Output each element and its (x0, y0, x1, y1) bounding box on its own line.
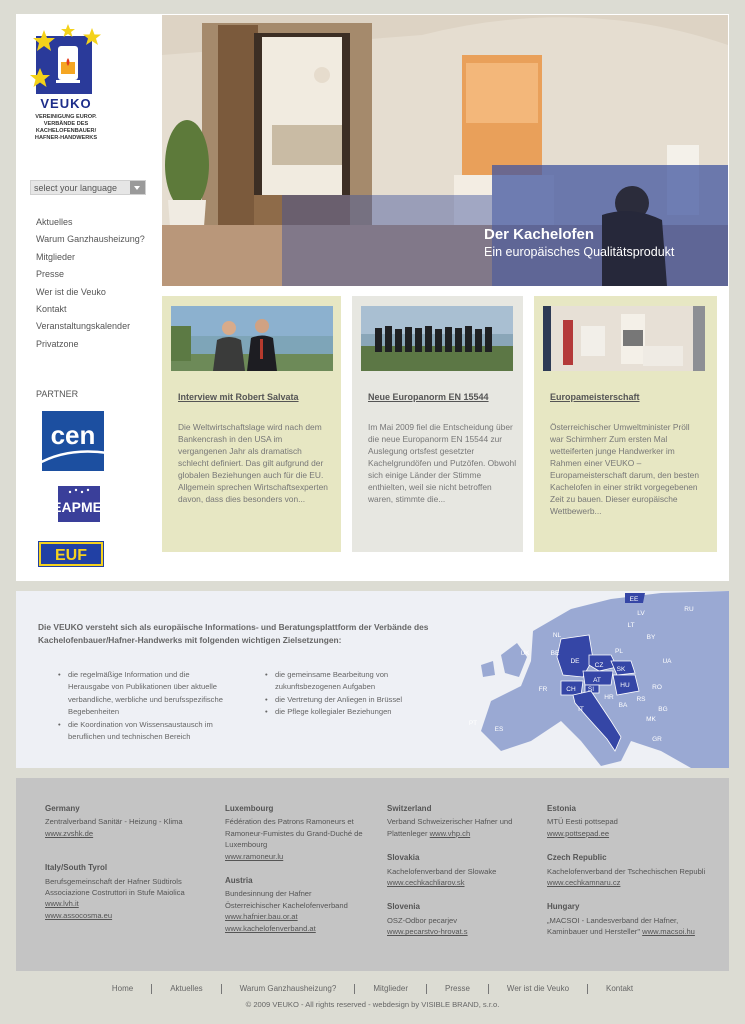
nav-item-kontakt[interactable]: Kontakt (36, 303, 67, 314)
ueapme-logo-icon (36, 486, 108, 524)
separator (354, 984, 355, 994)
footer-nav-warum-ganzhausheizung[interactable]: Warum Ganzhausheizung? (239, 984, 337, 994)
partner-heading: PARTNER (36, 389, 79, 399)
map-label: LT (627, 622, 635, 629)
news-card-europanorm (352, 296, 523, 552)
news-card-interview (162, 296, 341, 552)
member-country: Slovenia (387, 902, 420, 912)
footer-nav (0, 984, 745, 994)
ueapme-logo[interactable] (36, 486, 108, 524)
logo-emblem-icon (28, 22, 104, 96)
member-text: Berufsgemeinschaft der Hafner Südtirols Associazione Costruttori in Stufe Maiolica (45, 876, 185, 898)
card-text: Österreichischer Umweltminister Pröll war Schirmherr Zum ersten Mal wetteiferten junge Handwerker im Rahmen einer VEUKO – Europameisterschaft darum, den besten Kachelofen in einer strikt vorgegebenen Zeit zu bauen. Dieser europäische Wettbewerb... (550, 422, 699, 516)
map-label: FR (538, 686, 548, 693)
member-link[interactable]: www.zvshk.de (45, 828, 94, 838)
map-label: CH (566, 686, 576, 693)
member-text: Fédération des Patrons Ramoneurs et Ramoneur-Fumistes du Grand-Duché de Luxembourg (225, 817, 363, 850)
member-text: Kachelofenverband der Tschechischen Republi (547, 866, 706, 876)
mission-bullets-left (68, 669, 226, 743)
map-label: UK (520, 650, 530, 657)
separator (151, 984, 152, 994)
member-country: Switzerland (387, 804, 432, 813)
map-label: ES (494, 726, 504, 733)
member-text: Zentralverband Sanitär - Heizung - Klima (45, 817, 183, 827)
euf-logo-icon (38, 541, 104, 567)
map-label: CZ (594, 662, 604, 669)
map-label: EE (629, 596, 639, 603)
tagline-line: KACHELOFENBAUER/ (35, 128, 97, 134)
member-text-body: Verband Schweizerischer Hafner und Plattenleger (387, 817, 513, 838)
member-link[interactable]: www.vhp.ch (429, 828, 471, 838)
map-label: MK (646, 716, 656, 723)
nav-item-privatzone[interactable]: Privatzone (36, 338, 79, 349)
mission-bullet: • die Pflege kollegialer Beziehungen (275, 706, 405, 718)
member-text (547, 915, 717, 938)
nav-item-veranstaltungskalender[interactable]: Veranstaltungskalender (36, 321, 131, 332)
chevron-down-icon[interactable] (130, 181, 145, 194)
map-label: DE (570, 658, 580, 665)
member-luxembourg (225, 803, 367, 862)
footer-nav-home[interactable]: Home (111, 984, 134, 994)
member-link[interactable]: www.pottsepad.ee (547, 828, 610, 838)
card-title-link[interactable]: Neue Europanorm EN 15544 (368, 392, 489, 402)
member-link[interactable]: www.hafnier.bau.or.at (225, 912, 298, 922)
card-text: Im Mai 2009 fiel die Entscheidung über die neue Europanorm EN 15544 zur Auslegung ortsfest gesetzter Kachelgrundöfen und Putzöfen. Obwohl sich einige Länder der Stimme enthielten, weil sie nicht betroffen waren, stimmte die... (368, 422, 517, 504)
map-label: BG (658, 706, 668, 713)
copyright: © 2009 VEUKO - All rights reserved - webdesign by VISIBLE BRAND, s.r.o. (245, 1000, 500, 1009)
tagline-line: HAFNER-HANDWERKS (34, 135, 98, 141)
mission-bullet: • die gemeinsame Bearbeitung von zukunftsbezogenen Aufgaben (275, 669, 405, 694)
member-hungary (547, 901, 717, 937)
veuko-logo[interactable] (28, 22, 104, 154)
tagline-line: VERBÄNDE DES (43, 121, 89, 127)
member-link[interactable]: www.ramoneur.lu (225, 851, 284, 861)
member-text: MTÜ Eesti pottsepad (547, 817, 618, 827)
ueapme-logo-text: UEAPME (42, 499, 102, 515)
member-estonia (547, 803, 717, 839)
card-text: Die Weltwirtschaftslage wird nach dem Bankencrash in den USA im vergangenen Jahr als dramatisch schlecht definiert. Das gilt aufgrund der globalen Beziehungen auch für die EU. Allgemein sprechen Wirtschaftsexperten davon, dass dies besonders von... (178, 422, 328, 504)
mission-intro: Die VEUKO versteht sich als europäische Informations- und Beratungsplattform der Verbände des Kachelofenbauer/Hafner-Handwerks mit folgenden wichtigen Zielsetzungen: (38, 622, 429, 645)
member-slovakia (387, 852, 527, 888)
map-label: SI (587, 686, 595, 693)
nav-item-wer-ist-die-veuko[interactable]: Wer ist die Veuko (36, 286, 106, 297)
mission-bullet: • die Koordination von Wissensaustausch im beruflichen und technischen Bereich (68, 719, 226, 744)
member-link[interactable]: www.cechkachliarov.sk (387, 878, 465, 888)
map-label: AT (593, 677, 601, 684)
card-photo[interactable] (543, 306, 705, 371)
member-country: Estonia (547, 804, 576, 813)
card-photo[interactable] (171, 306, 333, 371)
separator (426, 984, 427, 994)
hero-title: Der Kachelofen (484, 226, 595, 243)
footer-nav-aktuelles[interactable]: Aktuelles (170, 984, 203, 994)
footer-nav-kontakt[interactable]: Kontakt (606, 984, 634, 994)
footer-nav-wer-ist-die-veuko[interactable]: Wer ist die Veuko (506, 984, 570, 994)
member-link[interactable]: www.macsoi.hu (642, 927, 695, 937)
map-label: RS (636, 696, 646, 703)
news-card-europameisterschaft (534, 296, 717, 552)
hero-subtitle: Ein europäisches Qualitätsprodukt (484, 245, 675, 259)
language-select[interactable] (30, 180, 146, 195)
cen-logo-icon (36, 411, 108, 471)
member-text (387, 816, 527, 839)
footer-nav-presse[interactable]: Presse (445, 984, 470, 994)
nav-item-aktuelles[interactable]: Aktuelles (36, 217, 73, 227)
europe-map-graphic (461, 591, 729, 768)
member-country: Italy/South Tyrol (45, 863, 108, 873)
member-text: Kachelofenverband der Slowake (387, 866, 497, 876)
member-country: Austria (225, 876, 253, 886)
language-select-value: select your language (34, 183, 118, 193)
member-czech-republic (547, 852, 717, 888)
card-title-link[interactable]: Europameisterschaft (550, 392, 640, 402)
map-label: RU (684, 606, 694, 613)
map-label: PL (615, 648, 623, 655)
mission-bullet: • die regelmäßige Information und die Herausgabe von Publikationen über aktuelle verbandliche, werbliche und berufsspezifische Begebenheiten (68, 669, 226, 719)
mission-bullet: • die Vertretung der Anliegen in Brüssel (275, 694, 405, 706)
member-country: Hungary (547, 902, 580, 912)
member-country: Luxembourg (225, 804, 274, 813)
member-link[interactable]: www.assocosma.eu (45, 910, 113, 920)
members-column-4 (547, 803, 717, 951)
member-country: Slovakia (387, 853, 420, 863)
member-text-body: „MACSOI - Landesverband der Hafner, Kaminbauer und Hersteller" (547, 915, 679, 937)
member-country: Germany (45, 804, 80, 813)
member-text: OSZ-Odbor pecarjev (387, 915, 458, 925)
map-label: UA (662, 658, 672, 665)
card-photo[interactable] (361, 306, 523, 371)
separator (221, 984, 222, 994)
logo-wordmark: VEUKO (40, 96, 92, 111)
map-label: BE (550, 650, 560, 657)
map-label: LV (637, 610, 645, 617)
member-slovenia (387, 901, 527, 937)
mission-bullets-right (275, 669, 405, 719)
nav-item-mitglieder[interactable]: Mitglieder (36, 251, 76, 262)
map-label: GR (652, 736, 662, 743)
map-label: IT (578, 706, 584, 713)
map-label: HU (620, 682, 630, 689)
separator (488, 984, 489, 994)
member-austria (225, 875, 367, 934)
member-switzerland (387, 803, 527, 839)
sidebar-nav (36, 216, 145, 355)
member-germany (45, 803, 195, 839)
map-label: SK (616, 666, 626, 673)
nav-item-warum-ganzhausheizung[interactable]: Warum Ganzhausheizung? (36, 234, 145, 245)
map-label: PT (468, 720, 478, 727)
cen-logo-text: cen (50, 420, 96, 450)
euf-logo-text: EUF (55, 547, 87, 564)
map-label: RO (652, 684, 662, 691)
map-label: BY (646, 634, 656, 641)
card-title-link[interactable]: Interview mit Robert Salvata (178, 392, 299, 402)
map-label: HR (604, 694, 614, 701)
nav-item-presse[interactable]: Presse (36, 269, 65, 280)
member-link[interactable]: www.lvh.it (45, 899, 79, 909)
euf-logo[interactable] (38, 541, 104, 567)
cen-logo[interactable] (36, 411, 108, 471)
map-label: NL (552, 632, 562, 639)
tagline-line: VEREINIGUNG EUROP. (35, 114, 97, 120)
europe-map[interactable] (461, 591, 729, 768)
members-column-2 (225, 803, 367, 947)
member-link[interactable]: www.cechkamnaru.cz (547, 878, 621, 888)
member-text: Bundesinnung der Hafner Österreichischer Kachelofenverband (225, 889, 348, 910)
member-link[interactable]: www.pecarstvo-hrovat.s (387, 927, 468, 937)
member-link[interactable]: www.kachelofenverband.at (225, 923, 316, 933)
member-country: Czech Republic (547, 853, 607, 863)
member-italy-south-tyrol (45, 862, 195, 921)
footer-nav-mitglieder[interactable]: Mitglieder (373, 984, 408, 994)
members-column-3 (387, 803, 527, 951)
map-label: BA (618, 702, 628, 709)
members-column-1 (45, 803, 195, 934)
separator (587, 984, 588, 994)
logo-tagline (30, 114, 102, 142)
